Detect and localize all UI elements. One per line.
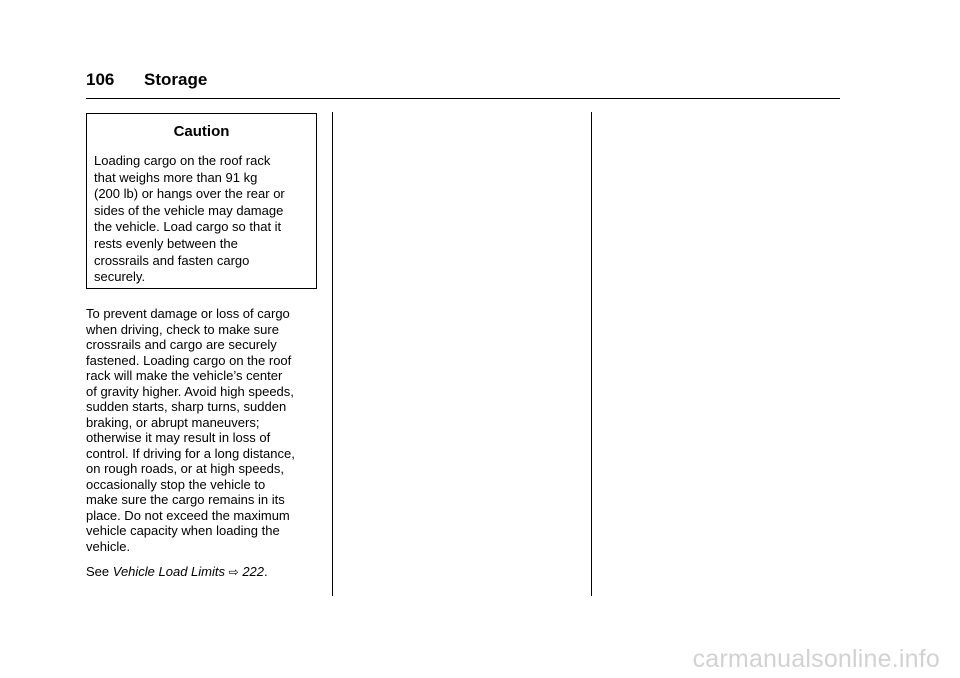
- caution-line: sides of the vehicle may damage: [94, 202, 284, 218]
- page-header: [86, 70, 207, 90]
- body-line: place. Do not exceed the maximum: [86, 507, 290, 523]
- body-line: vehicle.: [86, 538, 131, 554]
- body-line: sudden starts, sharp turns, sudden: [86, 399, 287, 414]
- caution-line: that weighs more than 91 kg: [94, 169, 258, 185]
- body-line: crossrails and cargo are securely: [86, 337, 277, 352]
- section-title: Storage: [144, 70, 208, 89]
- body-line: occasionally stop the vehicle to: [86, 476, 266, 492]
- caution-line: (200 lb) or hangs over the rear or: [94, 186, 285, 202]
- vehicle-load-limits-link[interactable]: Vehicle Load Limits: [112, 564, 225, 579]
- reference-page-number[interactable]: 222: [242, 564, 265, 579]
- page-number: 106: [86, 70, 115, 89]
- column-divider-left: [332, 112, 333, 596]
- body-line: of gravity higher. Avoid high speeds,: [86, 383, 294, 399]
- page-reference-arrow-icon: ⇨: [228, 565, 239, 579]
- caution-box: [86, 113, 317, 289]
- body-line: on rough roads, or at high speeds,: [86, 461, 285, 476]
- body-line: rack will make the vehicle’s center: [86, 368, 283, 383]
- caution-line: Loading cargo on the roof rack: [94, 153, 271, 168]
- caution-line: crossrails and fasten cargo: [94, 252, 250, 268]
- watermark: carmanualsonline.info: [692, 645, 940, 673]
- caution-body: [94, 153, 312, 286]
- caution-line: rests evenly between the: [94, 235, 238, 251]
- body-line: braking, or abrupt maneuvers;: [86, 414, 260, 430]
- header-rule: [86, 98, 840, 99]
- caution-line: the vehicle. Load cargo so that it: [94, 219, 282, 235]
- caution-title: Caution: [173, 123, 230, 140]
- body-line: when driving, check to make sure: [86, 321, 279, 337]
- body-line: vehicle capacity when loading the: [86, 523, 280, 538]
- body-line: otherwise it may result in loss of: [86, 430, 271, 445]
- body-line: control. If driving for a long distance,: [86, 445, 295, 461]
- body-line: To prevent damage or loss of cargo: [86, 306, 290, 321]
- see-suffix: .: [264, 564, 268, 579]
- see-prefix: See: [86, 564, 113, 579]
- body-line: fastened. Loading cargo on the roof: [86, 352, 292, 368]
- see-reference: [86, 564, 268, 579]
- body-paragraph: [86, 306, 331, 554]
- caution-line: securely.: [94, 269, 146, 285]
- column-divider-right: [591, 112, 592, 596]
- body-line: make sure the cargo remains in its: [86, 492, 285, 507]
